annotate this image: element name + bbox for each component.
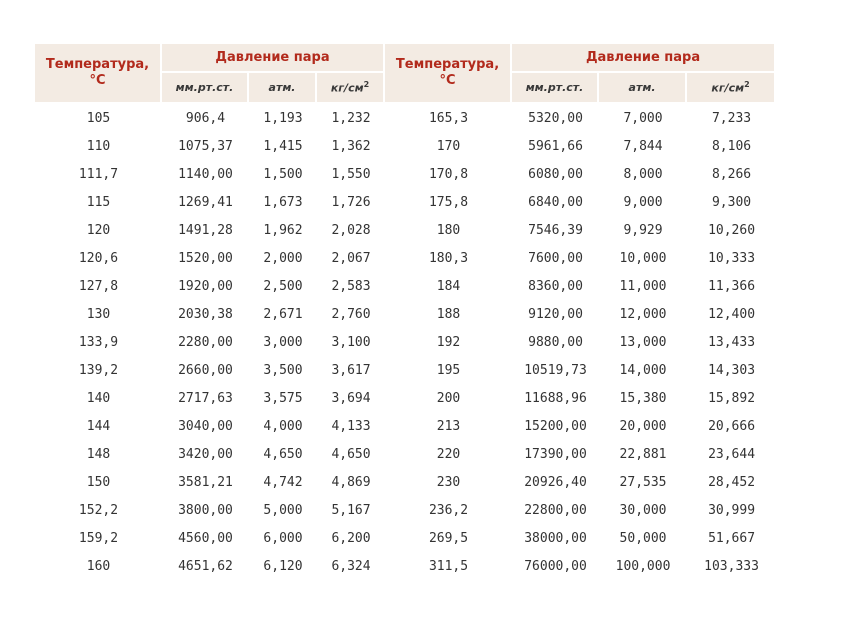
pressure-mmhg-cell: 3800,00 [178,502,233,518]
pressure-mmhg-cell: 2660,00 [178,362,233,378]
unit-mmhg-header: мм.рт.ст. [162,73,249,104]
temperature-cell: 195 [436,362,461,378]
temperature-cell: 105 [86,110,111,126]
table-row [35,244,776,272]
pressure-kgcm2-cell: 1,362 [331,138,371,154]
pressure-kgcm2-cell: 5,167 [331,502,371,518]
pressure-mmhg-cell: 76000,00 [524,558,587,574]
pressure-atm-cell: 10,000 [619,250,667,266]
pressure-mmhg-cell: 9880,00 [528,334,583,350]
pressure-kgcm2-cell: 3,100 [331,334,371,350]
temperature-cell: 152,2 [78,502,119,518]
pressure-mmhg-cell: 1520,00 [178,250,233,266]
pressure-mmhg-cell: 906,4 [185,110,226,126]
pressure-atm-cell: 2,000 [263,250,303,266]
temperature-cell: 130 [86,306,111,322]
pressure-mmhg-cell: 5961,66 [528,138,583,154]
table-row [35,216,776,244]
pressure-mmhg-cell: 8360,00 [528,278,583,294]
pressure-mmhg-cell: 3420,00 [178,446,233,462]
temperature-cell: 120,6 [78,250,119,266]
temperature-cell: 236,2 [428,502,469,518]
temperature-cell: 180 [436,222,461,238]
temperature-cell: 148 [86,446,111,462]
pressure-atm-cell: 9,000 [623,194,663,210]
unit-kgcm2-exponent: 2 [744,80,750,90]
unit-kgcm2-base: кг/см [330,81,364,95]
pressure-kgcm2-cell: 2,028 [331,222,371,238]
pressure-kgcm2-cell: 11,366 [708,278,756,294]
pressure-mmhg-cell: 3040,00 [178,418,233,434]
pressure-atm-cell: 1,415 [263,138,303,154]
pressure-atm-cell: 20,000 [619,418,667,434]
temperature-cell: 175,8 [428,194,469,210]
pressure-mmhg-cell: 15200,00 [524,418,587,434]
table-row [35,384,776,412]
temperature-cell: 180,3 [428,250,469,266]
pressure-atm-cell: 1,193 [263,110,303,126]
pressure-mmhg-cell: 38000,00 [524,530,587,546]
table-row [35,524,776,552]
temperature-cell: 133,9 [78,334,119,350]
pressure-mmhg-cell: 2717,63 [178,390,233,406]
temperature-header-right [385,44,512,104]
table-row [35,272,776,300]
table-row [35,188,776,216]
pressure-atm-cell: 7,000 [623,110,663,126]
pressure-atm-cell: 3,000 [263,334,303,350]
pressure-kgcm2-cell: 13,433 [708,334,756,350]
unit-mmhg-header: мм.рт.ст. [512,73,599,104]
pressure-mmhg-cell: 1920,00 [178,278,233,294]
table-row [35,300,776,328]
pressure-atm-cell: 4,650 [263,446,303,462]
pressure-atm-cell: 6,120 [263,558,303,574]
pressure-kgcm2-cell: 14,303 [708,362,756,378]
table-row [35,104,776,132]
pressure-mmhg-cell: 2280,00 [178,334,233,350]
pressure-atm-cell: 2,500 [263,278,303,294]
pressure-kgcm2-cell: 23,644 [708,446,756,462]
pressure-kgcm2-cell: 4,133 [331,418,371,434]
temperature-cell: 269,5 [428,530,469,546]
temperature-cell: 220 [436,446,461,462]
table-row [35,328,776,356]
temperature-header-unit: °С [439,73,456,88]
temperature-cell: 311,5 [428,558,469,574]
temperature-header-label: Температура, [45,57,150,72]
pressure-atm-cell: 1,673 [263,194,303,210]
table-row [35,496,776,524]
pressure-atm-cell: 50,000 [619,530,667,546]
pressure-atm-cell: 4,000 [263,418,303,434]
pressure-kgcm2-cell: 2,583 [331,278,371,294]
temperature-cell: 165,3 [428,110,469,126]
pressure-kgcm2-cell: 1,726 [331,194,371,210]
pressure-atm-cell: 9,929 [623,222,663,238]
pressure-kgcm2-cell: 15,892 [708,390,756,406]
temperature-cell: 170,8 [428,166,469,182]
pressure-atm-cell: 13,000 [619,334,667,350]
pressure-kgcm2-cell: 51,667 [708,530,756,546]
temperature-cell: 188 [436,306,461,322]
table-row [35,468,776,496]
pressure-mmhg-cell: 7546,39 [528,222,583,238]
unit-kgcm2-exponent: 2 [363,80,370,90]
table-row [35,356,776,384]
temperature-cell: 111,7 [78,166,119,182]
pressure-atm-cell: 2,671 [263,306,303,322]
temperature-cell: 144 [86,418,111,434]
temperature-header-left [35,44,162,104]
pressure-mmhg-cell: 6840,00 [528,194,583,210]
pressure-atm-cell: 1,500 [263,166,303,182]
temperature-header-label: Температура, [395,57,500,72]
pressure-mmhg-cell: 7600,00 [528,250,583,266]
pressure-atm-cell: 6,000 [263,530,303,546]
unit-kgcm2-base: кг/см [711,81,745,95]
pressure-kgcm2-cell: 10,333 [708,250,756,266]
pressure-atm-cell: 11,000 [619,278,667,294]
pressure-atm-cell: 100,000 [615,558,671,574]
unit-atm-header: атм. [599,73,687,104]
pressure-mmhg-cell: 22800,00 [524,502,587,518]
pressure-atm-cell: 8,000 [623,166,663,182]
pressure-atm-cell: 3,575 [263,390,303,406]
temperature-cell: 192 [436,334,461,350]
temperature-header-unit: °С [89,73,106,88]
temperature-cell: 110 [86,138,111,154]
pressure-mmhg-cell: 2030,38 [178,306,233,322]
pressure-mmhg-cell: 1491,28 [178,222,233,238]
pressure-kgcm2-cell: 10,260 [708,222,756,238]
temperature-cell: 230 [436,474,461,490]
pressure-kgcm2-cell: 8,266 [711,166,752,182]
pressure-mmhg-cell: 1075,37 [178,138,233,154]
pressure-mmhg-cell: 17390,00 [524,446,587,462]
unit-atm-header: атм. [249,73,317,104]
pressure-header-right: Давление пара [512,44,776,73]
table-row [35,552,776,580]
pressure-kgcm2-cell: 20,666 [708,418,756,434]
temperature-cell: 160 [86,558,111,574]
pressure-header-left: Давление пара [162,44,385,73]
temperature-cell: 159,2 [78,530,119,546]
pressure-atm-cell: 7,844 [623,138,663,154]
pressure-atm-cell: 30,000 [619,502,667,518]
pressure-mmhg-cell: 11688,96 [524,390,587,406]
temperature-cell: 127,8 [78,278,119,294]
pressure-mmhg-cell: 1269,41 [178,194,233,210]
temperature-cell: 120 [86,222,111,238]
temperature-cell: 115 [86,194,111,210]
pressure-mmhg-cell: 6080,00 [528,166,583,182]
table-row [35,160,776,188]
header-row-top [35,44,776,73]
pressure-kgcm2-cell: 6,324 [331,558,371,574]
pressure-atm-cell: 3,500 [263,362,303,378]
pressure-kgcm2-cell: 12,400 [708,306,756,322]
pressure-kgcm2-cell: 103,333 [704,558,759,574]
pressure-atm-cell: 22,881 [619,446,667,462]
pressure-mmhg-cell: 20926,40 [524,474,587,490]
pressure-mmhg-cell: 5320,00 [528,110,583,126]
unit-kgcm2-header [687,73,776,104]
pressure-atm-cell: 15,380 [619,390,667,406]
table-body [35,104,776,580]
pressure-mmhg-cell: 1140,00 [178,166,233,182]
pressure-atm-cell: 14,000 [619,362,667,378]
pressure-atm-cell: 27,535 [619,474,667,490]
pressure-kgcm2-cell: 28,452 [708,474,756,490]
pressure-kgcm2-cell: 8,106 [711,138,752,154]
pressure-kgcm2-cell: 2,067 [331,250,371,266]
pressure-kgcm2-cell: 4,869 [331,474,371,490]
pressure-kgcm2-cell: 7,233 [711,110,752,126]
unit-kgcm2-header [317,73,385,104]
temperature-cell: 150 [86,474,111,490]
pressure-mmhg-cell: 4651,62 [178,558,233,574]
pressure-kgcm2-cell: 1,232 [331,110,371,126]
table-row [35,412,776,440]
temperature-cell: 170 [436,138,461,154]
pressure-atm-cell: 5,000 [263,502,303,518]
pressure-atm-cell: 12,000 [619,306,667,322]
temperature-cell: 200 [436,390,461,406]
pressure-kgcm2-cell: 3,694 [331,390,371,406]
pressure-mmhg-cell: 3581,21 [178,474,233,490]
pressure-atm-cell: 1,962 [263,222,303,238]
pressure-mmhg-cell: 10519,73 [524,362,587,378]
pressure-kgcm2-cell: 9,300 [711,194,752,210]
pressure-mmhg-cell: 9120,00 [528,306,583,322]
temperature-cell: 139,2 [78,362,119,378]
temperature-cell: 140 [86,390,111,406]
temperature-cell: 184 [436,278,461,294]
pressure-mmhg-cell: 4560,00 [178,530,233,546]
table-row [35,132,776,160]
pressure-kgcm2-cell: 30,999 [708,502,756,518]
pressure-kgcm2-cell: 6,200 [331,530,371,546]
pressure-kgcm2-cell: 2,760 [331,306,371,322]
pressure-kgcm2-cell: 3,617 [331,362,371,378]
table-row [35,440,776,468]
temperature-cell: 213 [436,418,461,434]
pressure-kgcm2-cell: 1,550 [331,166,371,182]
pressure-kgcm2-cell: 4,650 [331,446,371,462]
table-header [35,44,776,104]
steam-pressure-table [35,44,776,580]
pressure-atm-cell: 4,742 [263,474,303,490]
